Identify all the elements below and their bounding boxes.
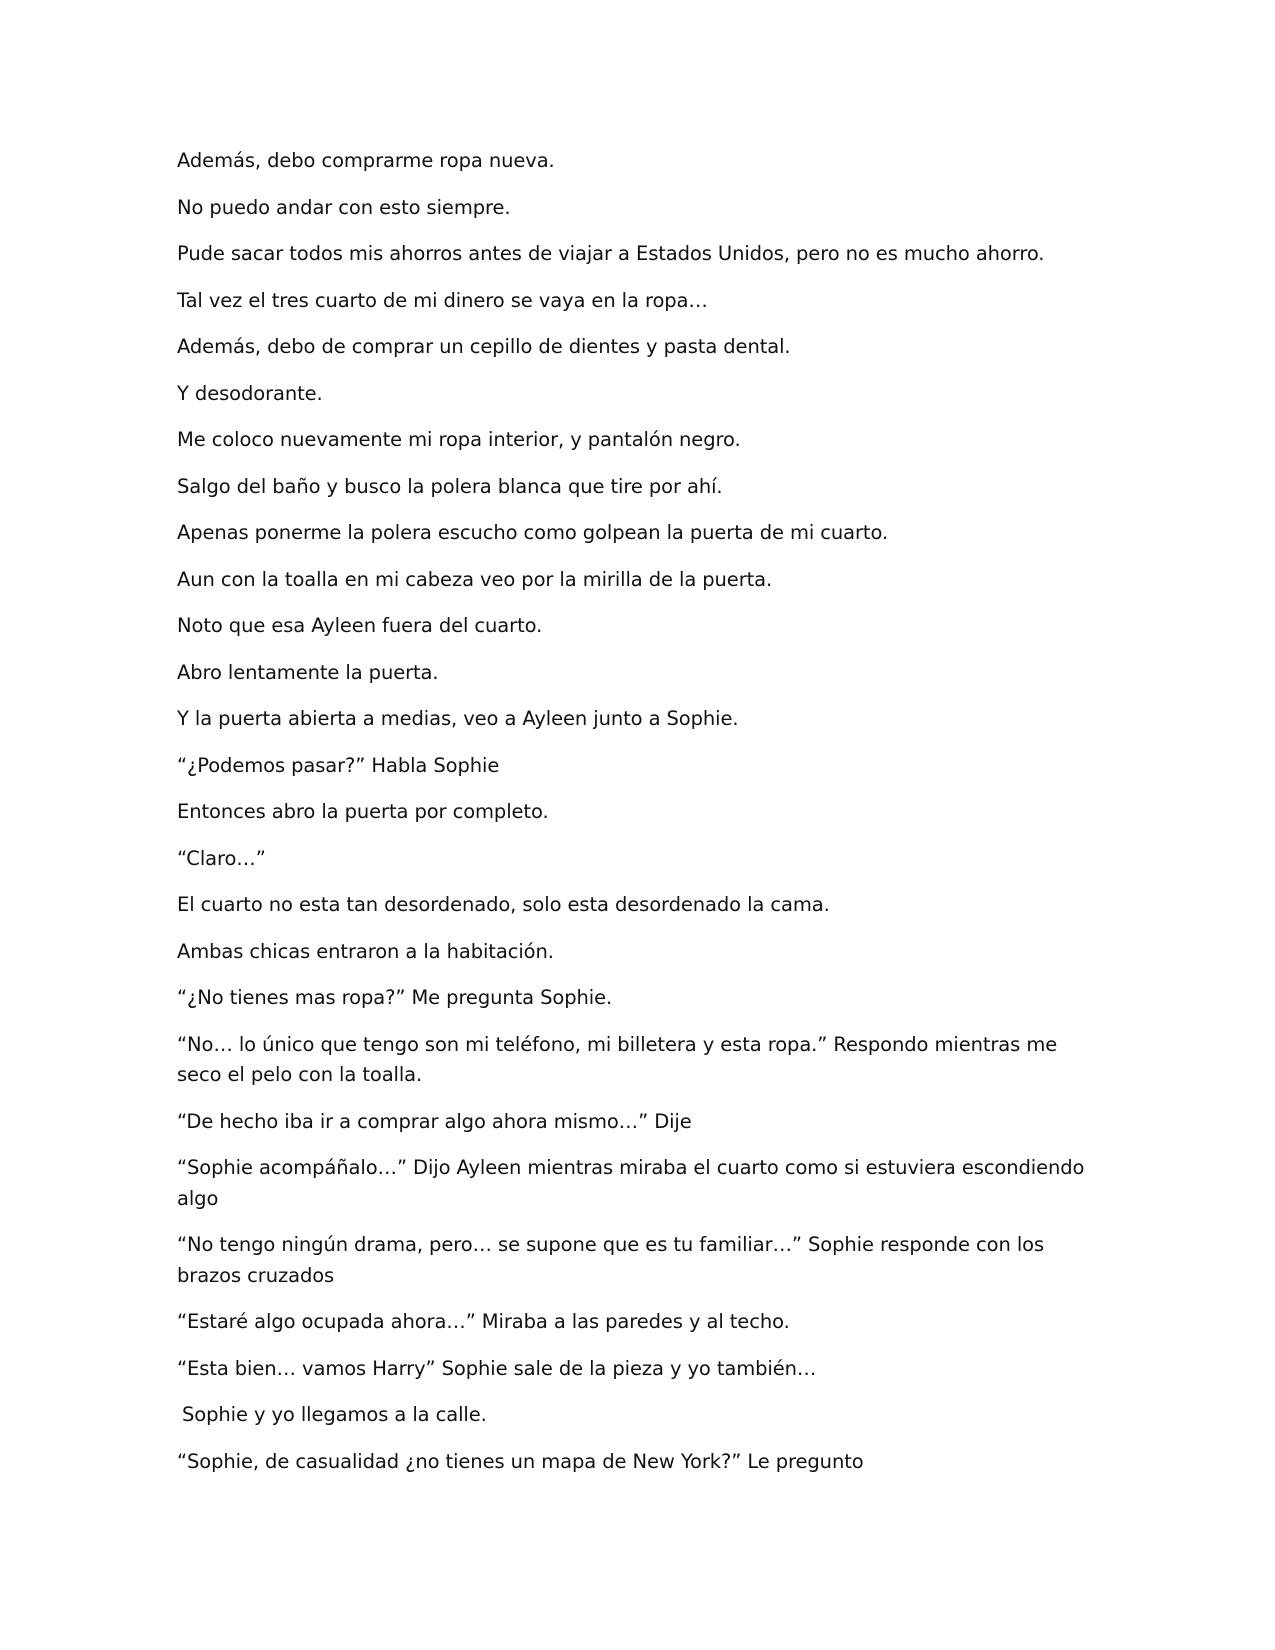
paragraph: No puedo andar con esto siempre. (177, 195, 511, 219)
paragraph: “Estaré algo ocupada ahora…” Miraba a las paredes y al techo. (177, 1310, 790, 1333)
paragraph: “Claro…” (177, 846, 266, 870)
paragraph: Ambas chicas entraron a la habitación. (177, 939, 554, 963)
paragraph: Aun con la toalla en mi cabeza veo por la mirilla de la puerta. (177, 567, 773, 591)
paragraph: “Sophie acompáñalo…” Dijo Ayleen mientras miraba el cuarto como si estuviera escondiendo algo (177, 1156, 1085, 1210)
paragraph: Noto que esa Ayleen fuera del cuarto. (177, 614, 543, 637)
paragraph: “No tengo ningún drama, pero… se supone que es tu familiar…” Sophie responde con los brazos cruzados (177, 1233, 1045, 1287)
paragraph: Abro lentamente la puerta. (177, 660, 439, 684)
paragraph: “De hecho iba ir a comprar algo ahora mismo…” Dije (177, 1109, 692, 1133)
document-body (177, 146, 1097, 1493)
paragraph: “No… lo único que tengo son mi teléfono, mi billetera y esta ropa.” Respondo mientras me seco el pelo con la toalla. (177, 1032, 1058, 1086)
paragraph: Pude sacar todos mis ahorros antes de viajar a Estados Unidos, pero no es mucho ahorro. (177, 242, 1045, 265)
paragraph: Entonces abro la puerta por completo. (177, 800, 549, 823)
paragraph: Tal vez el tres cuarto de mi dinero se vaya en la ropa… (177, 288, 708, 312)
paragraph: El cuarto no esta tan desordenado, solo esta desordenado la cama. (177, 893, 830, 916)
paragraph: Salgo del baño y busco la polera blanca que tire por ahí. (177, 474, 723, 498)
paragraph: “¿Podemos pasar?” Habla Sophie (177, 753, 500, 777)
paragraph: Me coloco nuevamente mi ropa interior, y pantalón negro. (177, 428, 741, 451)
paragraph: Apenas ponerme la polera escucho como golpean la puerta de mi cuarto. (177, 521, 889, 544)
paragraph: Y la puerta abierta a medias, veo a Ayleen junto a Sophie. (177, 707, 739, 730)
paragraph: “¿No tienes mas ropa?” Me pregunta Sophie. (177, 986, 613, 1009)
paragraph: Y desodorante. (177, 381, 323, 405)
paragraph: Además, debo comprarme ropa nueva. (177, 149, 555, 172)
paragraph: “Sophie, de casualidad ¿no tienes un mapa de New York?” Le pregunto (177, 1449, 864, 1473)
paragraph: “Esta bien… vamos Harry” Sophie sale de la pieza y yo también… (177, 1356, 817, 1380)
paragraph: Además, debo de comprar un cepillo de dientes y pasta dental. (177, 335, 791, 358)
paragraph: Sophie y yo llegamos a la calle. (182, 1403, 487, 1426)
